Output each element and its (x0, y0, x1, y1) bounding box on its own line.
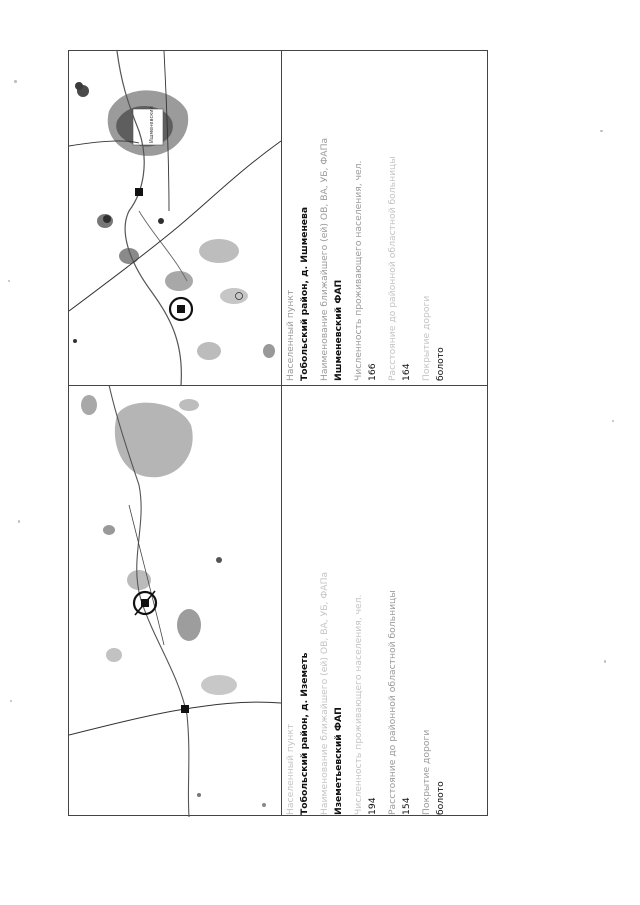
lake-shape (106, 648, 122, 662)
lake-shape (115, 403, 193, 478)
road-line (69, 702, 281, 735)
settlement-label: Населенный пункт (285, 289, 296, 381)
population-value: 194 (367, 797, 379, 815)
scan-speck (14, 80, 17, 83)
nearest-facility-label: Наименование ближайшего (ей) ОВ, ВА, УБ, ФАПа (319, 137, 331, 381)
nearest-facility-value: Иземетьевский ФАП (333, 707, 345, 815)
lake-shape (263, 344, 275, 358)
map-ishmeneva (69, 51, 281, 385)
settlement-marker (181, 705, 189, 713)
map-point (197, 793, 201, 797)
lake-shape (179, 399, 199, 411)
settlements-table (68, 50, 488, 816)
nearest-facility-value: Ишменевский ФАП (333, 279, 345, 381)
lake-shape (127, 570, 151, 590)
population-label: Численность проживающего населения, чел. (353, 594, 365, 815)
road-value: болото (435, 347, 447, 381)
lake-shape (201, 675, 237, 695)
road-value: болото (435, 781, 447, 815)
population-value: 166 (367, 363, 379, 381)
map-place-label: Ишменевский (149, 106, 155, 143)
row-divider (69, 385, 487, 386)
road-label: Покрытие дороги (421, 729, 433, 815)
map-point (73, 339, 77, 343)
scan-speck (8, 280, 10, 282)
scan-speck (612, 420, 614, 422)
scan-speck (18, 520, 20, 523)
map-point (158, 218, 164, 224)
map-point (216, 557, 222, 563)
settlement-info-row-1 (285, 51, 485, 381)
scan-speck (10, 700, 12, 702)
settlement-value: Тобольский район, д. Иземеть (299, 652, 311, 815)
map-izemet (69, 385, 281, 817)
map-point (75, 82, 83, 90)
lake-shape (81, 395, 97, 415)
scan-speck (600, 130, 603, 132)
map-point (103, 215, 111, 223)
settlement-marker (135, 188, 143, 196)
settlement-value: Тобольский район, д. Ишменева (299, 206, 311, 381)
lake-shape (220, 288, 248, 304)
column-divider (281, 51, 282, 815)
lake-shape (199, 239, 239, 263)
population-label: Численность проживающего населения, чел. (353, 160, 365, 381)
map-point (262, 803, 266, 807)
road-label: Покрытие дороги (421, 295, 433, 381)
distance-label: Расстояние до районной областной больницы (387, 590, 399, 815)
lake-shape (165, 271, 193, 291)
settlement-marker (177, 305, 185, 313)
lake-shape (197, 342, 221, 360)
distance-value: 154 (401, 797, 413, 815)
scan-speck (604, 660, 606, 663)
settlement-info-row-2 (285, 485, 485, 815)
distance-label: Расстояние до районной областной больницы (387, 156, 399, 381)
distance-value: 164 (401, 363, 413, 381)
settlement-label: Населенный пункт (285, 723, 296, 815)
lake-shape (177, 609, 201, 641)
nearest-facility-label: Наименование ближайшего (ей) ОВ, ВА, УБ, ФАПа (319, 571, 331, 815)
lake-shape (103, 525, 115, 535)
